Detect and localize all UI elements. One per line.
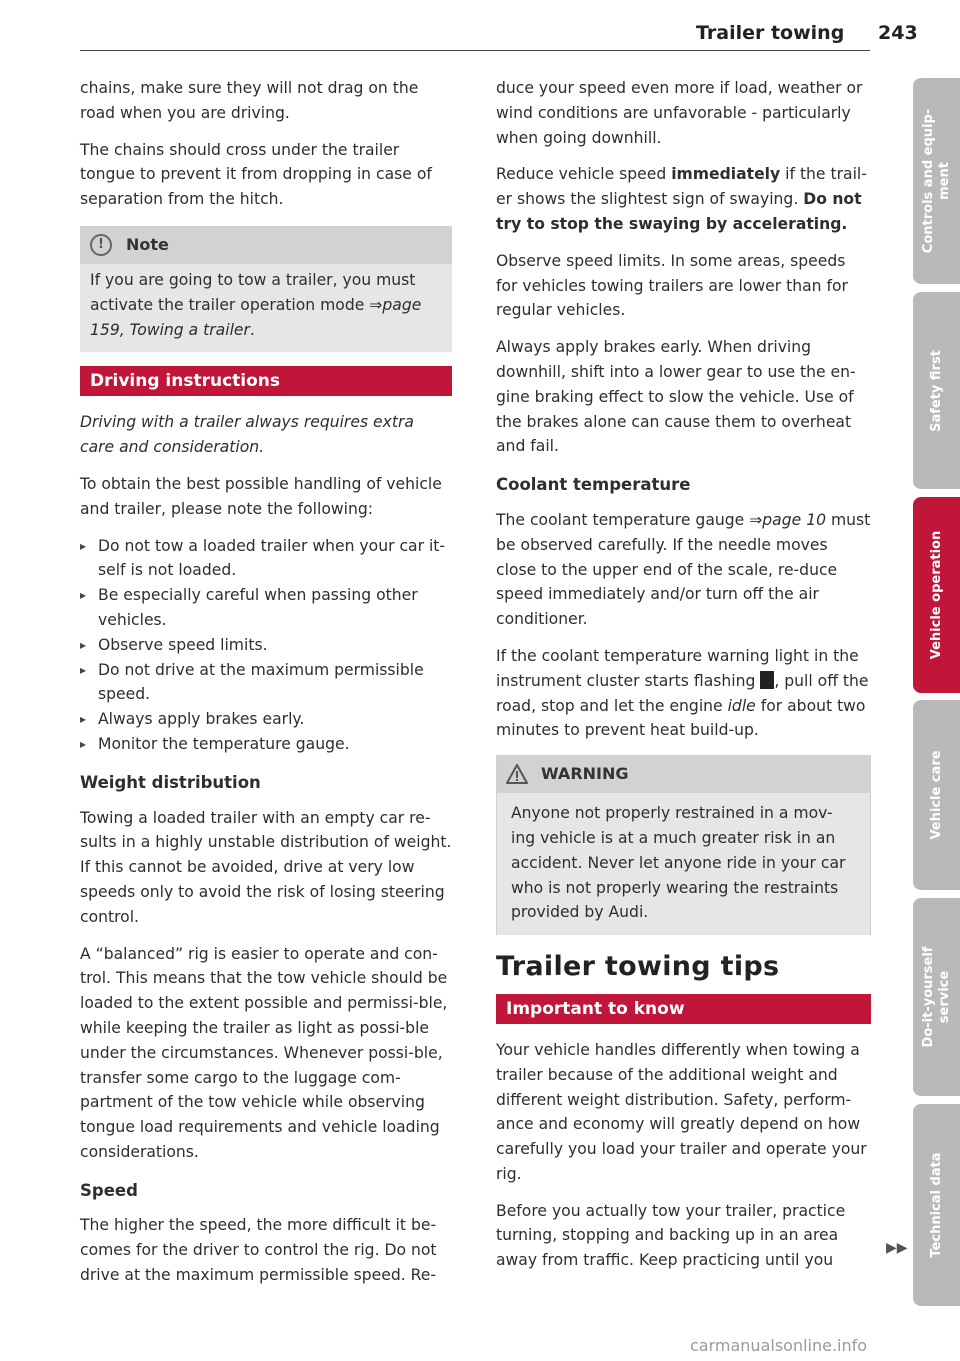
list-item: ▸ Monitor the temperature gauge.: [80, 732, 452, 757]
note-body: [80, 264, 452, 352]
text-run: If the coolant temperature warning light in the instrument cluster starts flashing: [496, 646, 859, 690]
section-intro: Driving with a trailer always requires extra care and consideration.: [80, 413, 414, 457]
emphasis: Do not try to stop the swaying by accelerating.: [496, 190, 862, 233]
emphasis: idle: [727, 696, 756, 715]
side-tab-technical-data[interactable]: [913, 1104, 960, 1306]
text-run: The coolant temperature gauge: [496, 510, 750, 529]
side-tab-safety[interactable]: [913, 292, 960, 489]
note-title: Note: [126, 234, 169, 254]
text-run: for about two minutes to prevent heat build-up.: [496, 696, 866, 740]
paragraph: The chains should cross under the trailer tongue to prevent it from dropping in case of separation from the hitch.: [80, 140, 432, 209]
continue-arrow-icon: ▶▶: [886, 1240, 908, 1256]
warning-body: Anyone not properly restrained in a mov-ing vehicle is at a much greater risk in an accident. Never let anyone ride in your car who is not properly wearing the restraints provided by Audi.: [511, 804, 846, 922]
text-run: must be observed carefully. If the needle moves close to the upper end of the scale, re-duce speed immediately and/or turn off the air conditioner.: [496, 510, 871, 629]
warning-triangle-icon: [505, 763, 529, 785]
text-run: , pull off the road, stop and let the engine: [496, 671, 869, 715]
paragraph: [496, 644, 871, 743]
subheading: Speed: [80, 1180, 138, 1200]
coolant-warning-icon: [760, 671, 774, 689]
side-tab-label: Controls and equip- ment: [920, 108, 952, 254]
list-item: ▸ Always apply brakes early.: [80, 707, 452, 732]
note-text-end: .: [249, 320, 255, 339]
header-rule: [80, 50, 870, 51]
instruction-list: [80, 534, 452, 757]
paragraph: To obtain the best possible handling of vehicle and trailer, please note the following:: [80, 474, 442, 518]
side-tab-label: Safety first: [928, 349, 944, 432]
right-column: [496, 76, 871, 1285]
list-item: ▸ Observe speed limits.: [80, 633, 452, 658]
section-heading-bar: Important to know: [496, 994, 871, 1024]
paragraph: [496, 162, 871, 236]
side-tab-do-it-yourself[interactable]: [913, 898, 960, 1096]
list-item: ▸ Be especially careful when passing other vehicles.: [80, 583, 452, 633]
side-tab-vehicle-care[interactable]: [913, 700, 960, 890]
side-tab-label: Vehicle care: [928, 750, 944, 840]
warning-header: [497, 755, 870, 793]
info-icon: !: [90, 234, 112, 256]
paragraph: Always apply brakes early. When driving downhill, shift into a lower gear to use the en-gine braking effect to slow the vehicle. Use of the brakes alone can cause them to overheat and fail.: [496, 338, 856, 456]
paragraph: chains, make sure they will not drag on the road when you are driving.: [80, 79, 419, 122]
paragraph: Observe speed limits. In some areas, speeds for vehicles towing trailers are lower than for regular vehicles.: [496, 251, 848, 320]
left-column: [80, 76, 452, 1300]
warning-box: [496, 755, 871, 935]
note-text: If you are going to tow a trailer, you must activate the trailer operation mode: [90, 270, 416, 314]
note-box: [80, 226, 452, 352]
side-tab-label: Do-it-yourself service: [920, 946, 952, 1048]
subheading: Coolant temperature: [496, 475, 691, 495]
list-item: ▸ Do not tow a loaded trailer when your car it-self is not loaded.: [80, 534, 452, 584]
page-number: 243: [878, 22, 918, 44]
list-item: ▸ Do not drive at the maximum permissible speed.: [80, 658, 452, 708]
running-header-section: Trailer towing: [696, 22, 845, 44]
side-tab-vehicle-operation[interactable]: [913, 497, 960, 693]
subheading: Weight distribution: [80, 772, 261, 792]
side-tab-label: Technical data: [928, 1152, 944, 1258]
watermark: carmanualsonline.info: [690, 1336, 868, 1355]
note-header: [80, 226, 452, 264]
section-heading-bar: Driving instructions: [80, 366, 452, 396]
side-tab-controls[interactable]: [913, 78, 960, 284]
paragraph: A “balanced” rig is easier to operate and con-trol. This means that the tow vehicle should be loaded to the extent possible and permissi-ble, while keeping the trailer as light as possi-ble under the circumstances. Whenever possi-ble, transfer some cargo to the luggage com-partment of the tow vehicle while observing tongue load requirements and vehicle loading considerations.: [80, 944, 448, 1161]
warning-title: WARNING: [541, 763, 629, 783]
paragraph: duce your speed even more if load, weather or wind conditions are unfavorable - particularly when going downhill.: [496, 79, 863, 147]
emphasis: immediately: [671, 165, 781, 184]
paragraph: The higher the speed, the more difficult it be-comes for the driver to control the rig. Do not drive at the maximum permissible speed. Re-: [80, 1216, 437, 1285]
chapter-title: Trailer towing tips: [496, 951, 780, 983]
paragraph: [496, 508, 871, 632]
text-run: Reduce vehicle speed: [496, 165, 672, 184]
page-reference-link[interactable]: ⇒page 10: [749, 510, 827, 529]
paragraph: Before you actually tow your trailer, practice turning, stopping and backing up in an area away from traffic. Keep practicing until you: [496, 1201, 846, 1270]
paragraph: Your vehicle handles differently when towing a trailer because of the additional weight and different weight distribution. Safety, perform-ance and economy will greatly depend on how carefully you load your trailer and operate your rig.: [496, 1040, 867, 1183]
paragraph: Towing a loaded trailer with an empty car re-sults in a highly unstable distribution of weight. If this cannot be avoided, drive at very low speeds only to avoid the risk of losing steering control.: [80, 808, 452, 926]
page-reference-link[interactable]: ⇒page 159, Towing a trailer: [90, 295, 422, 339]
text-run: if the trail-er shows the slightest sign of swaying.: [496, 165, 867, 209]
side-tab-label: Vehicle operation: [928, 530, 944, 660]
